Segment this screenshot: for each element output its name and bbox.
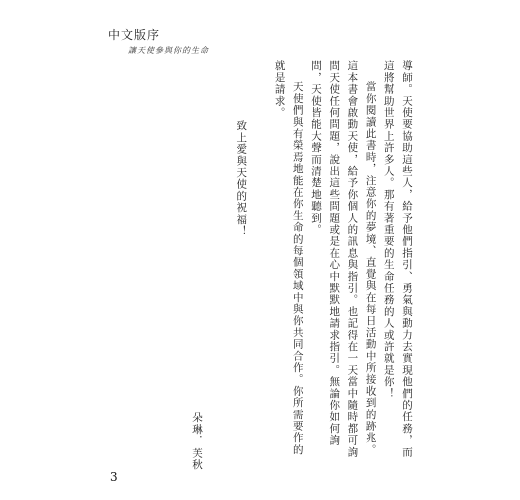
page-number: 3 — [110, 470, 118, 484]
paragraph-1: 導師。天使要協助這些人，給予他們指引、勇氣與動力去實現他們的任務，而這將幫助世界上許多人。那有著重要的生命任務的人或許就是你！ — [382, 60, 413, 458]
closing-line: 致上愛與天使的祝福！ — [235, 120, 248, 237]
page-title: 中文版序 — [108, 28, 161, 42]
body-text — [270, 60, 416, 460]
paragraph-3: 天使們與有榮焉地能在你生命的每個領域中與你共同合作。你所需要作的就是請求。 — [273, 60, 304, 456]
closing-text — [232, 120, 250, 237]
author-signature: 朵琳．芙秋 — [191, 412, 203, 471]
page-subtitle: 讓天使參與你的生命 — [128, 46, 209, 55]
paragraph-2: 當你閱讀此書時，注意你的夢境、直覺與在每日活動中所接收到的跡兆。這本書會啟動天使，給予你個人的訊息與指引。也記得在一天當中隨時都可詢問天使任何問題，說出這些問題或是在心中默默地請求指引。無論你如何詢問，天使皆能大聲而清楚地聽到。 — [309, 60, 377, 458]
